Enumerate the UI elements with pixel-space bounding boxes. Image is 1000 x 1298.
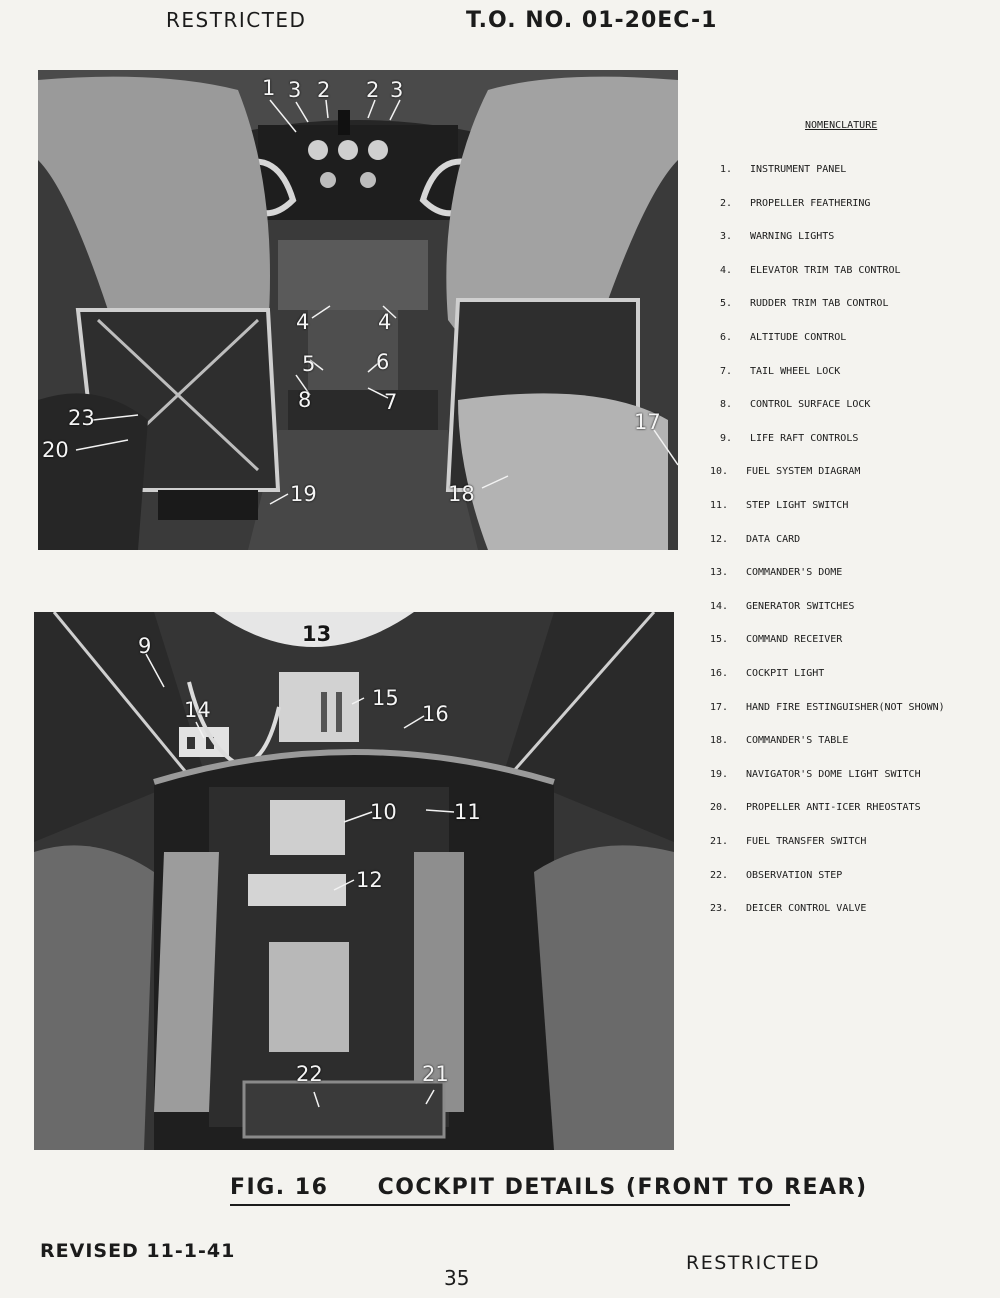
cockpit-front-photo <box>38 70 678 550</box>
revision-date: REVISED 11-1-41 <box>40 1240 236 1262</box>
nomenclature-item-label: CONTROL SURFACE LOCK <box>750 399 871 411</box>
nomenclature-item-label: PROPELLER FEATHERING <box>750 197 871 209</box>
callout-2: 2 <box>366 78 380 102</box>
nomenclature-item-number: 7. <box>719 365 732 377</box>
nomenclature-item-label: DATA CARD <box>746 533 801 545</box>
nomenclature-item <box>700 332 846 343</box>
nomenclature-item-label: COMMANDER'S DOME <box>746 567 843 579</box>
nomenclature-item-label: RUDDER TRIM TAB CONTROL <box>750 298 889 310</box>
nomenclature-item <box>696 500 848 511</box>
callout-11: 11 <box>454 800 481 824</box>
callout-7: 7 <box>384 390 398 414</box>
nomenclature-item-number: 3. <box>719 231 732 243</box>
callout-8: 8 <box>298 388 312 412</box>
nomenclature-item-number: 22. <box>709 869 728 881</box>
callout-2: 2 <box>317 78 331 102</box>
callout-12: 12 <box>356 868 383 892</box>
nomenclature-item-number: 1. <box>719 164 732 175</box>
callout-19: 19 <box>290 482 317 506</box>
nomenclature-item-number: 18. <box>709 735 728 747</box>
callout-23: 23 <box>68 406 95 430</box>
nomenclature-item-label: COMMANDER'S TABLE <box>746 735 849 747</box>
nomenclature-item-number: 8. <box>719 399 732 411</box>
nomenclature-item-label: FUEL SYSTEM DIAGRAM <box>746 466 861 478</box>
nomenclature-item-number: 10. <box>709 466 728 478</box>
nomenclature-item-number: 2. <box>719 197 732 209</box>
nomenclature-item-label: COCKPIT LIGHT <box>746 668 825 679</box>
nomenclature-item-number: 4. <box>719 264 732 276</box>
nomenclature-item-label: STEP LIGHT SWITCH <box>746 500 849 511</box>
nomenclature-item-label: TAIL WHEEL LOCK <box>750 365 841 377</box>
nomenclature-item-number: 14. <box>709 600 728 612</box>
nomenclature-item <box>700 298 888 309</box>
nomenclature-item <box>700 231 834 242</box>
callout-21: 21 <box>422 1062 449 1086</box>
nomenclature-item-number: 23. <box>709 903 728 915</box>
page-number: 35 <box>444 1266 470 1290</box>
cockpit-rear-illustration <box>34 612 674 1150</box>
callout-22: 22 <box>296 1062 323 1086</box>
nomenclature-item-number: 17. <box>709 701 728 713</box>
header-classification: RESTRICTED <box>166 8 307 32</box>
callout-10: 10 <box>370 800 397 824</box>
nomenclature-item <box>696 466 860 477</box>
nomenclature-item <box>696 634 842 645</box>
figure-caption <box>230 1175 868 1206</box>
callout-14: 14 <box>184 698 211 722</box>
nomenclature-item-number: 20. <box>709 802 728 814</box>
nomenclature-item-number: 5. <box>719 298 732 310</box>
nomenclature-item-label: DEICER CONTROL VALVE <box>746 903 867 915</box>
callout-3: 3 <box>288 78 302 102</box>
nomenclature-item <box>700 164 846 175</box>
nomenclature-item <box>696 702 945 713</box>
footer-classification: RESTRICTED <box>686 1252 821 1274</box>
callout-4: 4 <box>378 310 392 334</box>
callout-4: 4 <box>296 310 310 334</box>
nomenclature-item-number: 9. <box>719 432 732 444</box>
callout-20: 20 <box>42 438 69 462</box>
nomenclature-item-label: COMMAND RECEIVER <box>746 634 843 646</box>
nomenclature-item <box>696 802 921 813</box>
callout-3: 3 <box>390 78 404 102</box>
nomenclature-item-number: 15. <box>709 634 728 646</box>
callout-15: 15 <box>372 686 399 710</box>
nomenclature-item-number: 19. <box>709 768 728 780</box>
figure-number: FIG. 16 <box>230 1175 329 1200</box>
nomenclature-item <box>700 198 870 209</box>
callout-18: 18 <box>448 482 475 506</box>
nomenclature-item-number: 21. <box>709 836 728 847</box>
nomenclature-item <box>696 567 842 578</box>
callout-17: 17 <box>634 410 661 434</box>
callout-13: 13 <box>302 622 332 646</box>
nomenclature-item-label: GENERATOR SWITCHES <box>746 600 855 612</box>
nomenclature-item <box>696 870 842 881</box>
callout-16: 16 <box>422 702 449 726</box>
nomenclature-item-label: NAVIGATOR'S DOME LIGHT SWITCH <box>746 768 921 780</box>
nomenclature-item-label: LIFE RAFT CONTROLS <box>750 432 859 444</box>
nomenclature-item <box>696 601 854 612</box>
nomenclature-item-label: PROPELLER ANTI-ICER RHEOSTATS <box>746 802 921 814</box>
nomenclature-item <box>696 668 824 679</box>
nomenclature-item-number: 16. <box>709 668 728 679</box>
nomenclature-item <box>696 735 848 746</box>
nomenclature-item <box>696 836 866 847</box>
nomenclature-item-label: INSTRUMENT PANEL <box>750 164 847 175</box>
nomenclature-title: NOMENCLATURE <box>805 120 878 131</box>
nomenclature-item <box>700 366 840 377</box>
callout-9: 9 <box>138 634 152 658</box>
nomenclature-item-label: OBSERVATION STEP <box>746 869 843 881</box>
figure-title: COCKPIT DETAILS (FRONT TO REAR) <box>377 1175 868 1200</box>
nomenclature-item-label: ELEVATOR TRIM TAB CONTROL <box>750 264 901 276</box>
nomenclature-item <box>700 433 858 444</box>
nomenclature-item <box>700 265 901 276</box>
header-document-number: T.O. NO. 01-20EC-1 <box>466 8 718 33</box>
nomenclature-item-number: 6. <box>719 332 732 343</box>
callout-5: 5 <box>302 352 316 376</box>
nomenclature-item <box>696 534 800 545</box>
nomenclature-item <box>700 399 870 410</box>
nomenclature-item-label: HAND FIRE ESTINGUISHER(NOT SHOWN) <box>746 701 945 713</box>
nomenclature-item-number: 12. <box>709 533 728 545</box>
cockpit-rear-photo <box>34 612 674 1150</box>
nomenclature-item-label: FUEL TRANSFER SWITCH <box>746 836 867 847</box>
nomenclature-item <box>696 769 921 780</box>
callout-1: 1 <box>262 76 276 100</box>
callout-6: 6 <box>376 350 390 374</box>
nomenclature-item-number: 13. <box>709 567 728 579</box>
nomenclature-item <box>696 903 866 914</box>
nomenclature-item-label: ALTITUDE CONTROL <box>750 332 847 343</box>
nomenclature-item-label: WARNING LIGHTS <box>750 231 835 243</box>
cockpit-front-illustration <box>38 70 678 550</box>
nomenclature-item-number: 11. <box>709 500 728 511</box>
